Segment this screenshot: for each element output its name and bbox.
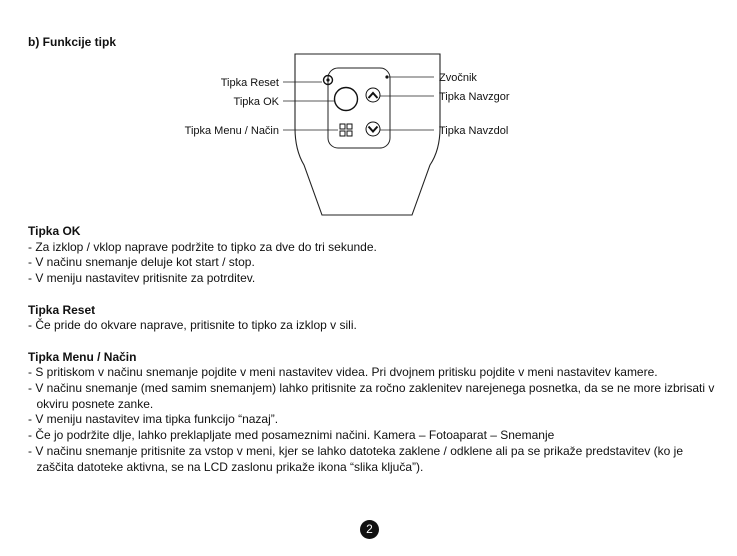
list-item: - V načinu snemanje (med samim snemanjem) lahko pritisnite za ročno zaklenitev narejenega posnetka, da se ne more izbrisati v okviru posnete zanke. (28, 381, 715, 411)
list-item: - V načinu snemanje deluje kot start / stop. (28, 255, 255, 270)
speaker-dot-icon (385, 75, 388, 78)
section-title: Tipka Reset (28, 302, 96, 317)
label-reset: Tipka Reset (220, 77, 279, 89)
chevron-down-icon (366, 122, 380, 136)
list-item: - Če jo podržite dlje, lahko preklapljate med posameznimi načini. Kamera – Fotoaparat – Snemanje (28, 428, 555, 443)
label-down: Tipka Navzdol (439, 125, 509, 137)
list-item: - V načinu snemanje pritisnite za vstop v meni, kjer se lahko datoteka zaklene / odklene ali pa se prikaže predstavitev (ko je zaščita datoteke aktivna, se na LCD zaslonu prikaže ikona “slika ključa”). (28, 443, 684, 474)
label-ok: Tipka OK (233, 96, 279, 108)
ok-button-icon (335, 88, 358, 111)
list-item: - Za izklop / vklop naprave podržite to tipko za dve do tri sekunde. (28, 239, 377, 254)
list-item: - V meniju nastavitev pritisnite za potrditev. (28, 271, 256, 286)
chevron-up-icon (366, 88, 380, 102)
device-diagram (0, 0, 737, 220)
section-title: Tipka Menu / Način (28, 349, 137, 364)
list-item: - S pritiskom v načinu snemanje pojdite v meni nastavitev videa. Pri dvojnem pritisku pojdite v meni nastavitev kamere. (28, 365, 658, 380)
page-number-badge: 2 (360, 520, 379, 539)
label-menu: Tipka Menu / Način (184, 125, 279, 137)
menu-grid-icon (340, 124, 352, 136)
button-panel (328, 68, 390, 148)
leader-lines (283, 77, 434, 130)
label-up: Tipka Navzgor (439, 91, 510, 103)
device-body-outline (295, 54, 440, 215)
section-reset (28, 303, 718, 334)
section-ok (28, 224, 718, 287)
list-item: - Če pride do okvare naprave, pritisnite to tipko za izklop v sili. (28, 318, 357, 333)
section-title: Tipka OK (28, 224, 81, 238)
label-speaker: Zvočnik (439, 72, 477, 84)
instructions (28, 224, 718, 491)
list-item: - V meniju nastavitev ima tipka funkcijo “nazaj”. (28, 412, 279, 427)
section-menu (28, 350, 718, 476)
page-heading: b) Funkcije tipk (28, 35, 117, 49)
